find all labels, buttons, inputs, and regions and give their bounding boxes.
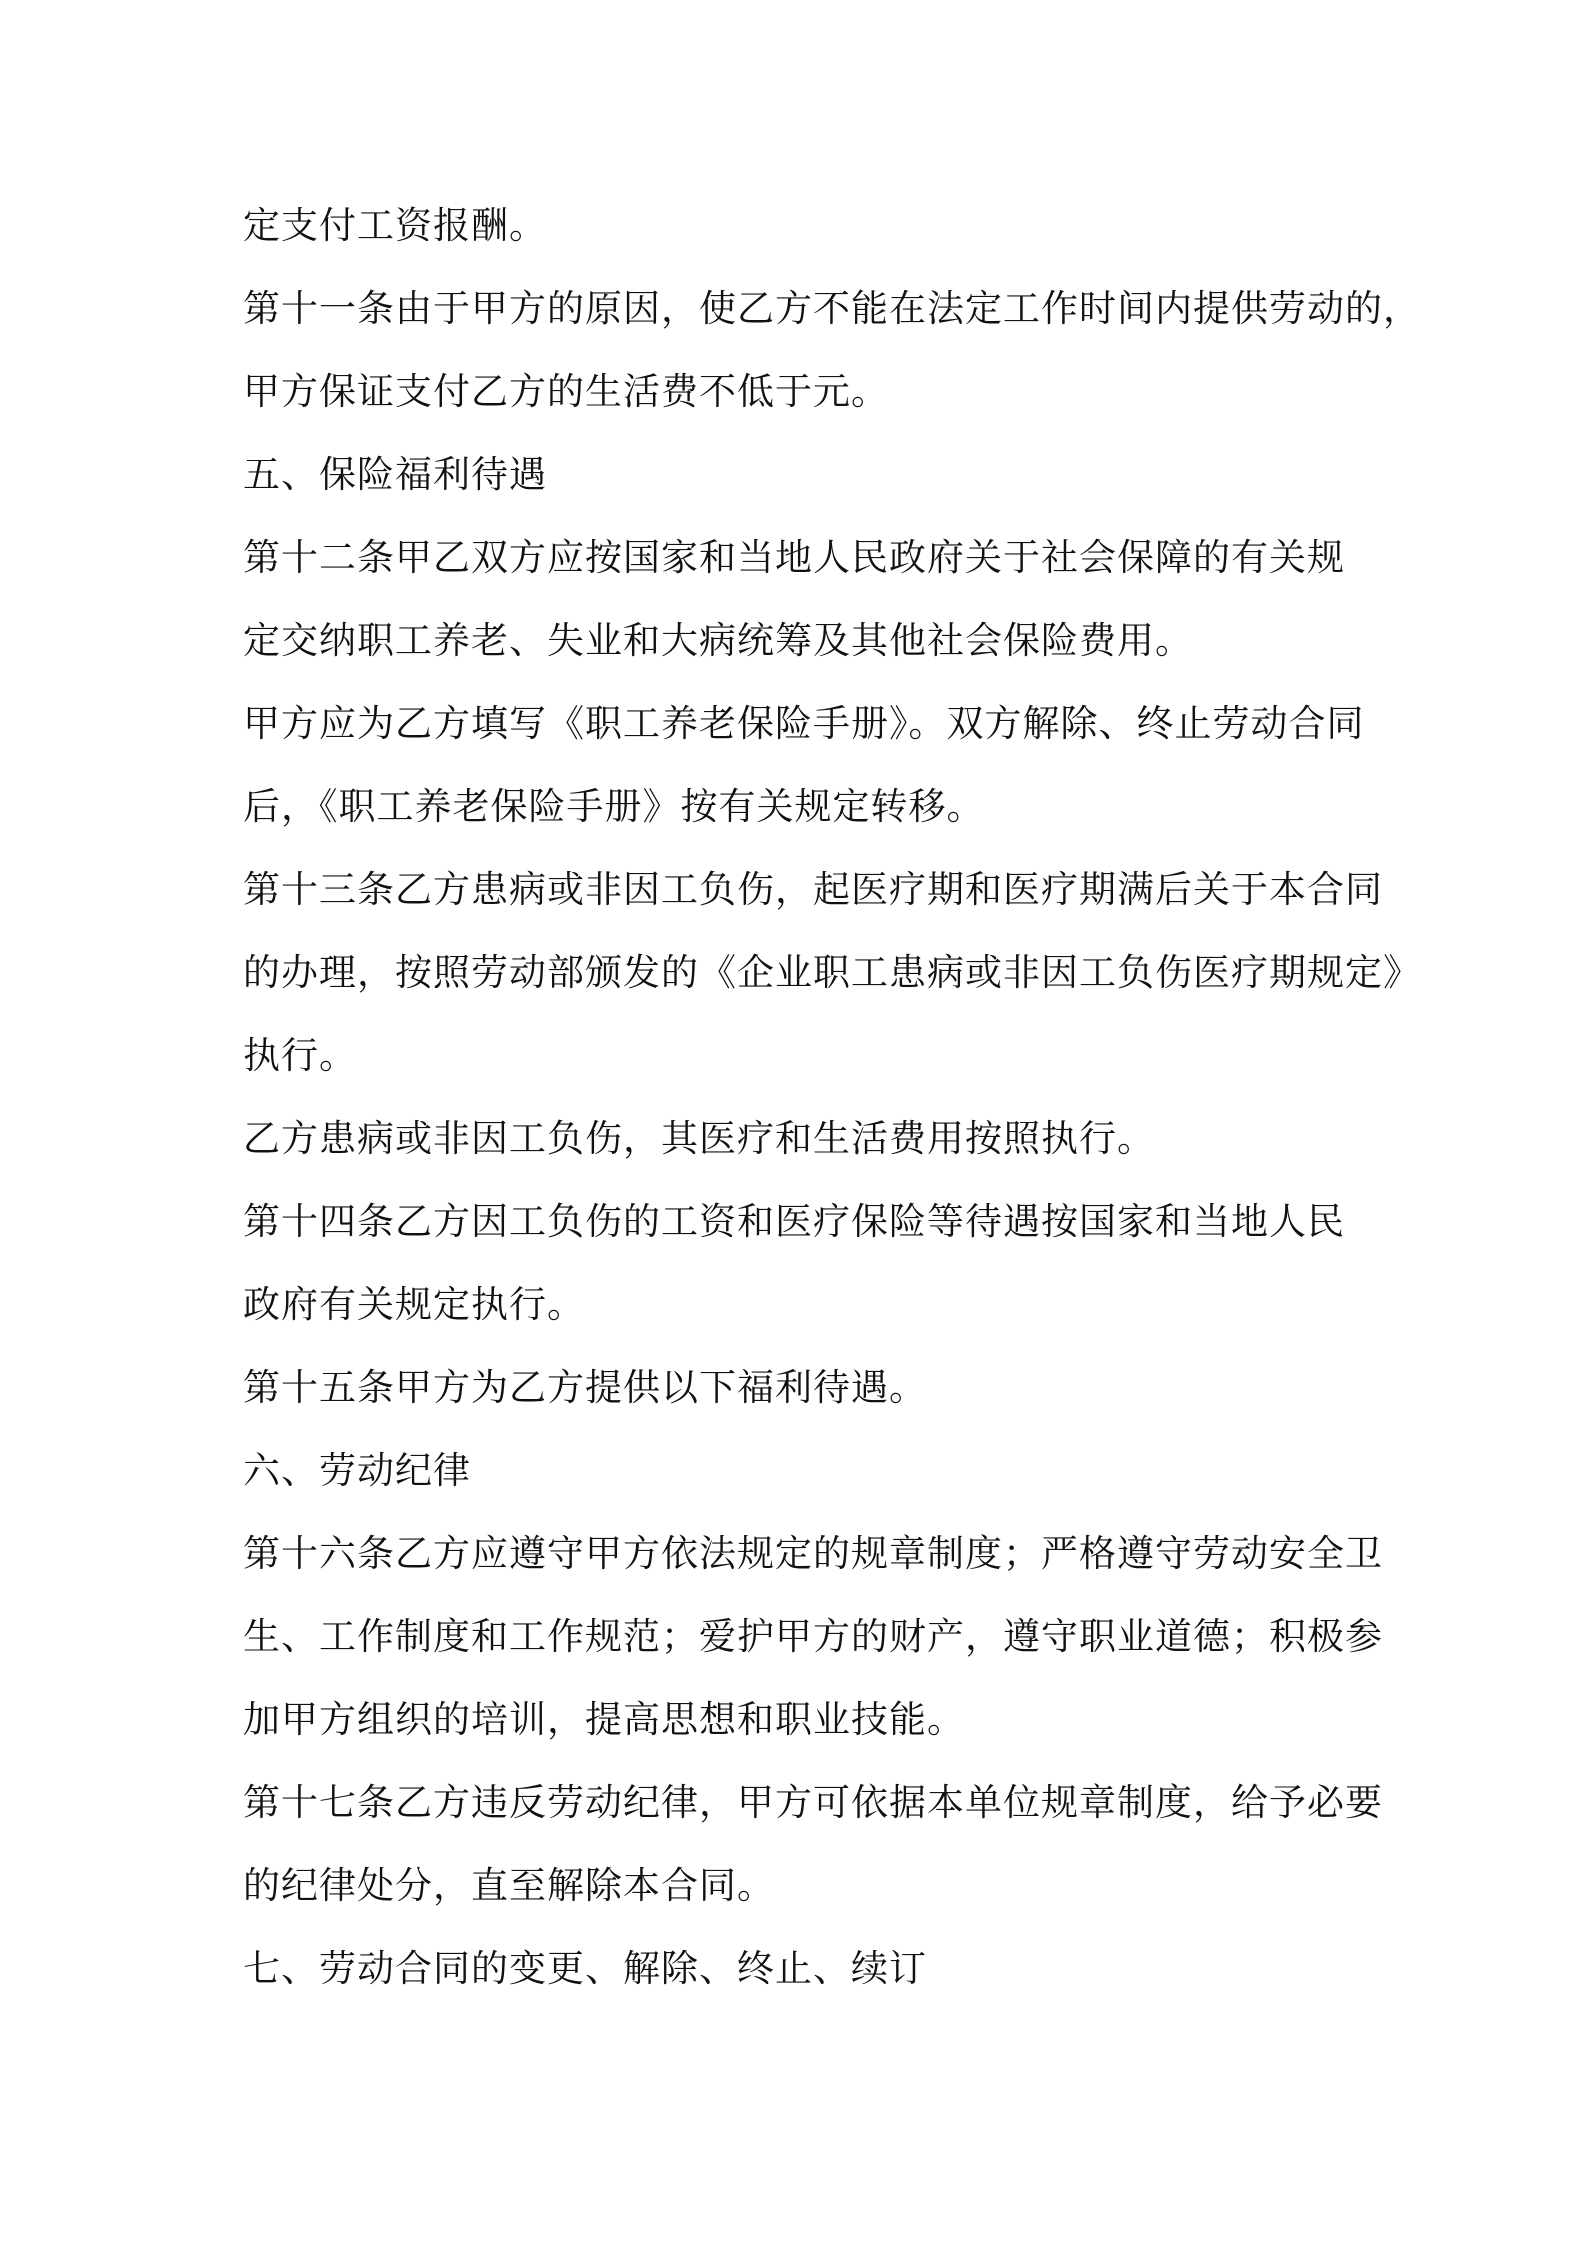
article-17-line: 第十七条乙方违反劳动纪律，甲方可依据本单位规章制度，给予必要	[243, 1781, 1383, 1824]
article-12-line: 第十二条甲乙双方应按国家和当地人民政府关于社会保障的有关规	[243, 536, 1345, 579]
text-line: 定支付工资报酬。	[243, 204, 547, 247]
text-line: 后，《职工养老保险手册》按有关规定转移。	[243, 785, 985, 828]
text-line: 乙方患病或非因工负伤，其医疗和生活费用按照执行。	[243, 1117, 1155, 1160]
text-line: 定交纳职工养老、失业和大病统筹及其他社会保险费用。	[243, 619, 1193, 662]
text-line: 甲方应为乙方填写《职工养老保险手册》。双方解除、终止劳动合同	[243, 702, 1365, 745]
article-16-line: 第十六条乙方应遵守甲方依法规定的规章制度；严格遵守劳动安全卫	[243, 1532, 1383, 1575]
article-11-line: 第十一条由于甲方的原因，使乙方不能在法定工作时间内提供劳动的，	[243, 287, 1421, 330]
section-heading-6: 六、劳动纪律	[243, 1449, 471, 1492]
article-15-line: 第十五条甲方为乙方提供以下福利待遇。	[243, 1366, 927, 1409]
text-line: 执行。	[243, 1034, 357, 1077]
article-13-line: 第十三条乙方患病或非因工负伤，起医疗期和医疗期满后关于本合同	[243, 868, 1383, 911]
section-heading-5: 五、保险福利待遇	[243, 453, 547, 496]
section-heading-7: 七、劳动合同的变更、解除、终止、续订	[243, 1947, 927, 1990]
article-14-line: 第十四条乙方因工负伤的工资和医疗保险等待遇按国家和当地人民	[243, 1200, 1345, 1243]
text-line: 甲方保证支付乙方的生活费不低于元。	[243, 370, 889, 413]
text-line: 生、工作制度和工作规范；爱护甲方的财产，遵守职业道德；积极参	[243, 1615, 1383, 1658]
text-line: 政府有关规定执行。	[243, 1283, 585, 1326]
text-line: 的办理，按照劳动部颁发的《企业职工患病或非因工负伤医疗期规定》	[243, 951, 1421, 994]
text-line: 加甲方组织的培训，提高思想和职业技能。	[243, 1698, 965, 1741]
text-line: 的纪律处分，直至解除本合同。	[243, 1864, 775, 1907]
